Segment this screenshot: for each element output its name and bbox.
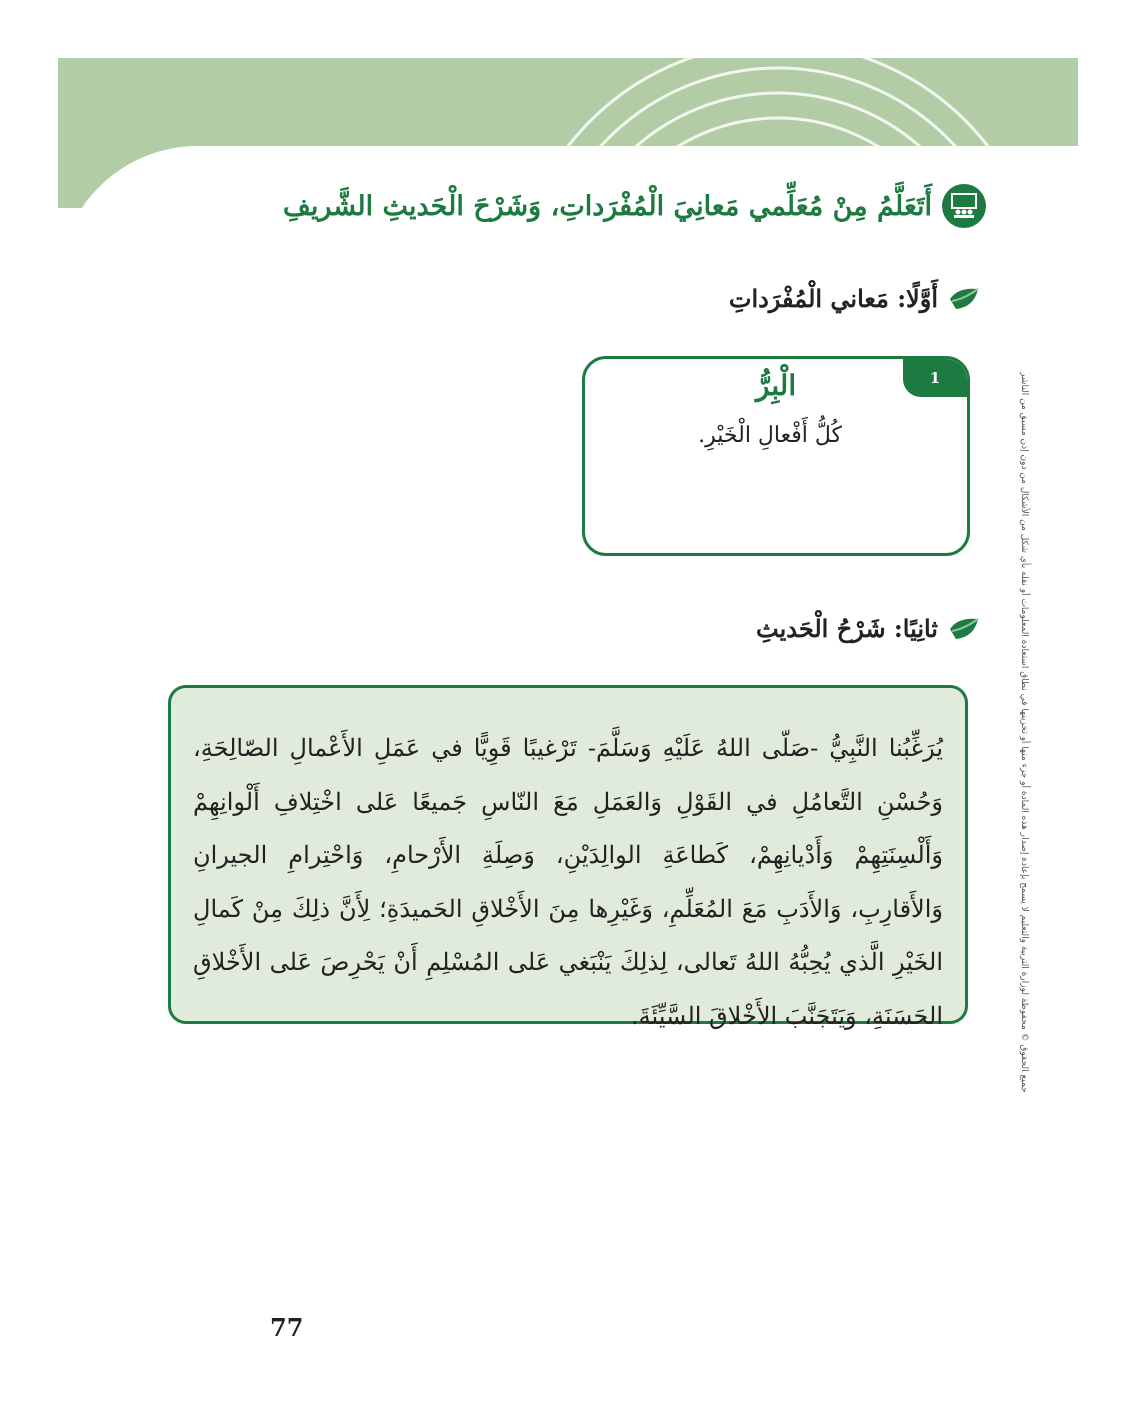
vocabulary-card xyxy=(582,356,970,556)
vocabulary-card-number: 1 xyxy=(903,359,967,397)
copyright-side-note xyxy=(1019,372,1038,1093)
section-vocabulary-heading xyxy=(729,284,980,313)
hadith-explanation-text: يُرَغِّبُنا النَّبِيُّ -صَلّى اللهُ عَلَيْهِ وَسَلَّمَ- تَرْغيبًا قَوِيًّا في عَمَلِ الأَعْمالِ الصّالِحَةِ، وَحُسْنِ التَّعامُلِ في القَوْلِ وَالعَمَلِ مَعَ النّاسِ جَميعًا عَلى اخْتِلافِ أَلْوانِهِمْ وَأَلْسِنَتِهِمْ وَأَدْيانِهِمْ، كَطاعَةِ الوالِدَيْنِ، وَصِلَةِ الأَرْحامِ، وَاحْتِرامِ الجيرانِ وَالأَقارِبِ، وَالأَدَبِ مَعَ المُعَلِّمِ، وَغَيْرِها مِنَ الأَخْلاقِ الحَميدَةِ؛ لِأَنَّ ذلِكَ مِنْ كَمالِ الخَيْرِ الَّذي يُحِبُّهُ اللهُ تَعالى، لِذلِكَ يَنْبَغي عَلى المُسْلِمِ أَنْ يَحْرِصَ عَلى الأَخْلاقِ الحَسَنَةِ، وَيَتَجَنَّبَ الأَخْلاقَ السَّيِّئَةَ. xyxy=(193,734,943,1030)
section-explanation-title: ثانِيًا: شَرْحُ الْحَديثِ xyxy=(756,614,938,643)
hadith-explanation-box xyxy=(168,685,968,1030)
lesson-heading xyxy=(283,184,986,228)
lesson-heading-title: أَتَعَلَّمُ مِنْ مُعَلِّمي مَعانِيَ الْمُفْرَداتِ، وَشَرْحَ الْحَديثِ الشَّريفِ xyxy=(282,190,932,222)
vocabulary-term: الْبِرُّ xyxy=(755,369,797,402)
section-explanation-heading xyxy=(756,614,980,643)
leaf-bullet-icon xyxy=(948,615,980,643)
page-number: 77 xyxy=(270,1313,304,1342)
vocabulary-definition: كُلُّ أَفْعالِ الْخَيْرِ. xyxy=(698,423,842,448)
leaf-bullet-icon xyxy=(948,285,980,313)
copyright-text: جميع الحقوق © محفوظة لوزارة التربية والتعليم لا يسمح بإعادة إصدار هذه المادة أو جزء منها أو تخزينها في نطاق استعادة المعلومات أو نقله بأي شكل من الأشكال من دون إذن مسبق من الناشر xyxy=(1019,372,1029,1093)
section-vocabulary-title: أَوَّلًا: مَعاني الْمُفْرَداتِ xyxy=(728,284,938,313)
classroom-icon xyxy=(942,184,986,228)
